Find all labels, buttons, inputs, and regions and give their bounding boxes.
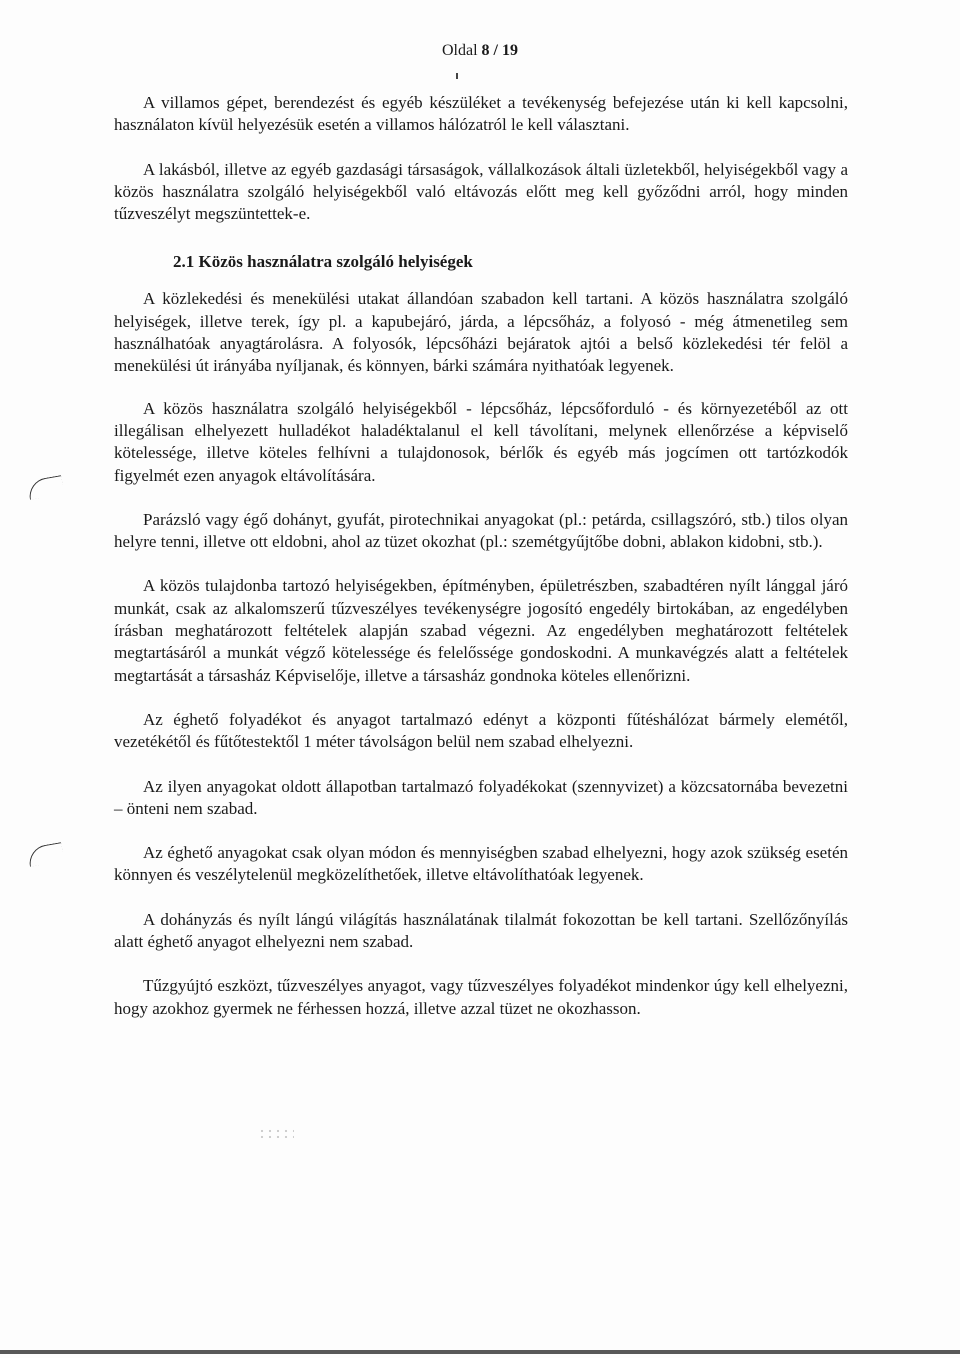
page-numbers: 8 / 19 bbox=[481, 42, 518, 59]
punch-mark-icon bbox=[27, 475, 65, 500]
section-heading: 2.1 Közös használatra szolgáló helyiségek bbox=[173, 252, 473, 272]
punch-mark-icon bbox=[27, 842, 65, 867]
paragraph: A lakásból, illetve az egyéb gazdasági társaságok, vállalkozások általi üzletekből, helyiségekből vagy a közös használatra szolgáló helyiségekből való eltávozás előtt meg kell győződni arról, hogy minden tűzveszélyt megszüntettek-e. bbox=[114, 159, 848, 224]
paragraph: A közös használatra szolgáló helyiségekből - lépcsőház, lépcsőforduló - és környezetéből az ott illegálisan elhelyezett hulladékot haladéktalanul el kell távolítani, melynek ellenőrzése a képviselő kötelessége, illetve köteles felhívni a tulajdonosok, bérlők és egyéb más jogcímen ott tartózkodók figyelmét ezen anyagok eltávolítására. bbox=[114, 398, 848, 485]
paragraph: A közös tulajdonba tartozó helyiségekben, építményben, épületrészben, szabadtéren nyílt lánggal járó munkát, csak az alkalomszerű tűzveszélyes tevékenységre jogosító engedély birtokában, az engedélyben írásban meghatározott feltételek alapján szabad végezni. Az engedélyben meghatározott feltételek megtartásáról a munkát végző kötelessége és felelőssége gondoskodni. A munkavégzés alatt a feltételek megtartását a társasház Képviselője, illetve a társasház gondnoka köteles ellenőrizni. bbox=[114, 576, 848, 685]
paragraph: A villamos gépet, berendezést és egyéb készüléket a tevékenység befejezése után ki kell kapcsolni, használaton kívül helyezésük esetén a villamos hálózatról le kell választani. bbox=[114, 93, 848, 135]
page-header bbox=[0, 42, 960, 60]
scan-mark bbox=[456, 73, 458, 79]
paragraph: A közlekedési és menekülési utakat állandóan szabadon kell tartani. A közös használatra szolgáló helyiségek, illetve terek, így pl. a kapubejáró, járda, a lépcsőház, a folyosó - még átmenetileg sem használhatóak anyagtárolásra. A folyosók, lépcsőházi bejáratok ajtói a belső közlekedési tér felöl a menekülési út irányába nyíljanak, és könnyen, bárki számára nyithatóak legyenek. bbox=[114, 289, 848, 376]
paragraph: Az ilyen anyagokat oldott állapotban tartalmazó folyadékokat (szennyvizet) a közcsatornába bevezetni – önteni nem szabad. bbox=[114, 776, 848, 818]
page-label: Oldal bbox=[442, 42, 478, 59]
paragraph: A dohányzás és nyílt lángú világítás használatának tilalmát fokozottan be kell tartani. Szellőzőnyílás alatt éghető anyagot elhelyezni nem szabad. bbox=[114, 909, 848, 952]
paragraph: Tűzgyújtó eszközt, tűzveszélyes anyagot, vagy tűzveszélyes folyadékot mindenkor úgy kell elhelyezni, hogy azokhoz gyermek ne férhessen hozzá, illetve azzal tüzet ne okozhasson. bbox=[114, 976, 848, 1018]
scan-edge bbox=[0, 1350, 960, 1354]
paragraph: Parázsló vagy égő dohányt, gyufát, pirotechnikai anyagokat (pl.: petárda, csillagszóró, stb.) tilos olyan helyre tenni, illetve ott eldobni, ahol az tüzet okozhat (pl.: szemétgyűjtőbe dobni, ablakon kidobni, stb.). bbox=[114, 509, 848, 552]
paragraph: Az éghető folyadékot és anyagot tartalmazó edényt a központi fűtéshálózat bármely elemétől, vezetékétől és fűtőtestektől 1 méter távolságon belül nem szabad elhelyezni. bbox=[114, 709, 848, 752]
paragraph: Az éghető anyagokat csak olyan módon és mennyiségben szabad elhelyezni, hogy azok szükség esetén könnyen és veszélytelenül megközelíthetőek, illetve eltávolíthatóak legyenek. bbox=[114, 843, 848, 885]
scan-noise bbox=[258, 1128, 294, 1138]
document-body bbox=[114, 92, 848, 1042]
